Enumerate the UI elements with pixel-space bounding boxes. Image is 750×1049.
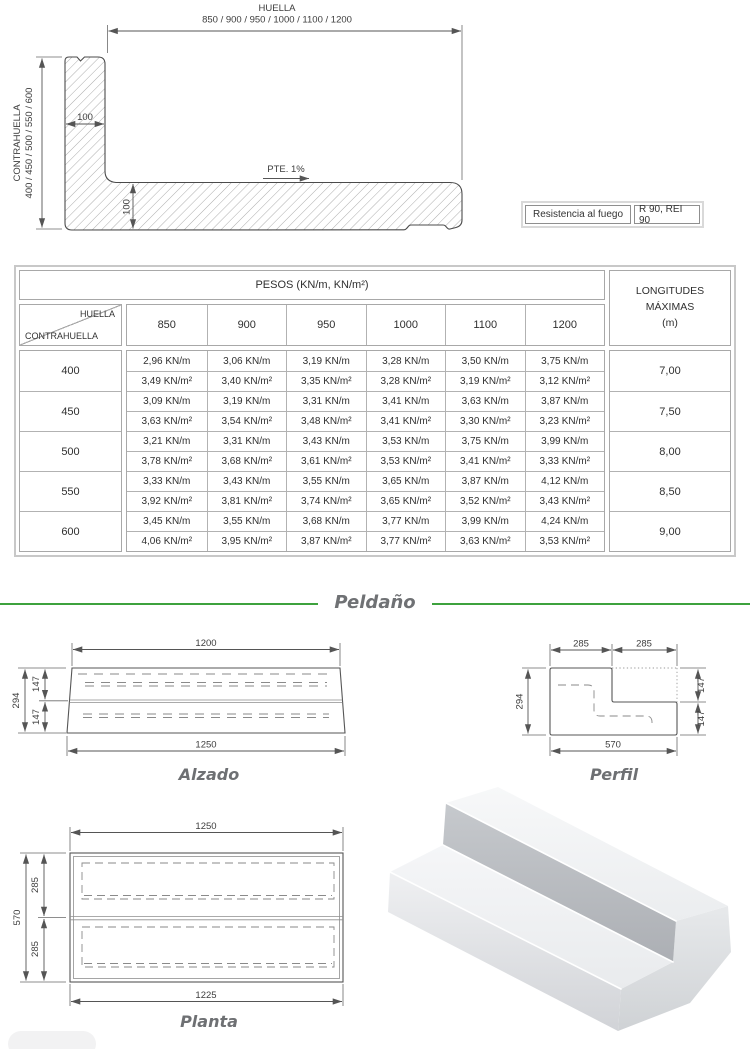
perfil-dim-147-top-text: 147 [696, 677, 707, 693]
weights-table-title: PESOS (KN/m, KN/m²) [19, 270, 605, 300]
weight-cell: 3,75 KN/m [525, 351, 605, 371]
weight-cell: 3,19 KN/m [207, 391, 287, 411]
huella-column-headers [126, 304, 605, 346]
perfil-dim-285-left-text: 285 [573, 638, 589, 650]
weight-cell: 3,19 KN/m² [445, 371, 525, 391]
weight-cell: 3,63 KN/m² [127, 411, 207, 431]
weight-cell: 3,41 KN/m² [445, 451, 525, 471]
contrahuella-value: 400 [61, 365, 80, 377]
riser-width-dim-text: 100 [77, 112, 93, 123]
weight-cell: 4,06 KN/m² [127, 531, 207, 551]
weight-cell: 3,87 KN/m [525, 391, 605, 411]
longitud-maxima-value: 9,00 [610, 511, 730, 551]
weight-cell: 3,68 KN/m [286, 511, 366, 531]
longitudes-header [609, 270, 731, 346]
longitud-maxima-value: 8,00 [610, 431, 730, 471]
weight-cell: 3,28 KN/m² [366, 371, 446, 391]
weight-cell: 3,75 KN/m [445, 431, 525, 451]
weight-cell: 3,33 KN/m [127, 471, 207, 491]
planta-dim-570-text: 570 [12, 909, 23, 926]
weight-cell: 3,55 KN/m [286, 471, 366, 491]
weight-cell: 3,41 KN/m² [366, 411, 446, 431]
longitudes-body-column [609, 350, 731, 552]
longitud-maxima-value: 8,50 [610, 471, 730, 511]
weight-cell: 3,21 KN/m [127, 431, 207, 451]
alzado-dim-147-bottom-text: 147 [31, 709, 42, 725]
weight-cell: 4,12 KN/m [525, 471, 605, 491]
weight-cell: 3,68 KN/m² [207, 451, 287, 471]
weight-cell: 3,31 KN/m [207, 431, 287, 451]
planta-dim-285-top-text: 285 [30, 877, 41, 893]
contrahuella-value: 500 [20, 431, 121, 471]
planta-hidden-bottom [82, 927, 334, 967]
weight-cell: 3,43 KN/m [207, 471, 287, 491]
weight-cell: 3,35 KN/m² [286, 371, 366, 391]
longitud-maxima-value: 7,50 [610, 391, 730, 431]
step-3d-render [375, 770, 750, 1049]
longitudes-header-line2: MÁXIMAS [645, 301, 695, 314]
perfil-hidden-contour [558, 685, 652, 728]
weight-cell: 3,50 KN/m [445, 351, 525, 371]
weight-cell: 3,99 KN/m [445, 511, 525, 531]
weight-cell: 3,31 KN/m [286, 391, 366, 411]
weight-cell: 3,53 KN/m [366, 431, 446, 451]
weight-cell: 3,65 KN/m² [366, 491, 446, 511]
section-title: Peldaño [334, 592, 416, 613]
contrahuella-values: 400 / 450 / 500 / 550 / 600 [24, 87, 35, 199]
alzado-dim-bottom-text: 1250 [195, 739, 217, 751]
alzado-drawing [10, 630, 380, 795]
weights-body-grid [126, 350, 605, 552]
weight-cell: 3,33 KN/m² [525, 451, 605, 471]
huella-values: 850 / 900 / 950 / 1000 / 1100 / 1200 [202, 14, 352, 26]
planta-dim-285-bottom-text: 285 [30, 941, 41, 957]
planta-outline [70, 853, 343, 982]
planta-hidden-top [82, 863, 334, 899]
perfil-projection-lines [612, 668, 677, 702]
corner-cell [19, 304, 122, 346]
weight-cell: 3,28 KN/m [366, 351, 446, 371]
alzado-label: Alzado [178, 765, 240, 784]
weight-cell: 3,63 KN/m² [445, 531, 525, 551]
longitudes-header-line1: LONGITUDES [635, 285, 705, 298]
weight-cell: 2,96 KN/m [143, 355, 191, 367]
longitud-maxima-value: 7,00 [659, 365, 681, 377]
weight-cell: 3,77 KN/m² [366, 531, 446, 551]
weight-cell: 3,55 KN/m [207, 511, 287, 531]
weight-cell: 3,61 KN/m² [286, 451, 366, 471]
slope-label: PTE. 1% [267, 164, 305, 175]
weight-cell: 3,53 KN/m² [525, 531, 605, 551]
weight-cell: 3,52 KN/m² [445, 491, 525, 511]
weight-cell: 3,41 KN/m [366, 391, 446, 411]
perfil-dim-285-right-text: 285 [636, 638, 652, 650]
weight-cell: 3,23 KN/m² [525, 411, 605, 431]
section-divider [0, 593, 750, 614]
weight-cell: 3,49 KN/m² [127, 371, 207, 391]
weight-cell: 3,43 KN/m [286, 431, 366, 451]
weight-cell: 3,09 KN/m [127, 391, 207, 411]
planta-label: Planta [180, 1012, 238, 1031]
weight-cell: 3,77 KN/m [366, 511, 446, 531]
contrahuella-value: 450 [20, 391, 121, 431]
alzado-hidden-edges [78, 674, 334, 718]
cross-section-drawing [0, 0, 510, 250]
weight-cell: 3,43 KN/m² [525, 491, 605, 511]
divider-line-left [0, 603, 318, 605]
planta-dim-top-text: 1250 [195, 821, 217, 832]
huella-label: HUELLA [258, 3, 296, 14]
alzado-dim-294-text: 294 [11, 692, 22, 709]
weight-cell: 3,95 KN/m² [207, 531, 287, 551]
weight-cell: 3,06 KN/m [207, 351, 287, 371]
tread-thickness-dim-text: 100 [121, 199, 133, 215]
planta-drawing [10, 815, 380, 1043]
weight-cell: 3,53 KN/m² [366, 451, 446, 471]
fire-resistance-label: Resistencia al fuego [525, 205, 631, 224]
corner-huella-label: HUELLA [79, 309, 115, 319]
weight-cell: 3,65 KN/m [366, 471, 446, 491]
weight-cell: 3,74 KN/m² [286, 491, 366, 511]
fire-resistance-box [521, 201, 704, 228]
weight-cell: 3,63 KN/m [445, 391, 525, 411]
weight-cell: 3,92 KN/m² [127, 491, 207, 511]
huella-column-header: 850 [157, 319, 176, 331]
huella-column-header: 900 [207, 305, 287, 345]
huella-column-header: 1200 [525, 305, 605, 345]
perfil-label: Perfil [589, 765, 639, 784]
perfil-dim-294-text: 294 [514, 693, 526, 710]
weight-cell: 3,40 KN/m² [207, 371, 287, 391]
contrahuella-value: 550 [20, 471, 121, 511]
weights-table [14, 265, 736, 557]
weight-cell: 3,54 KN/m² [207, 411, 287, 431]
longitudes-header-line3: (m) [662, 316, 678, 329]
extension-lines [18, 643, 345, 756]
weight-cell: 3,30 KN/m² [445, 411, 525, 431]
planta-mid-joint [70, 917, 343, 920]
weight-cell: 3,87 KN/m² [286, 531, 366, 551]
weight-cell: 3,48 KN/m² [286, 411, 366, 431]
weight-cell: 3,12 KN/m² [525, 371, 605, 391]
weight-cell: 4,24 KN/m [525, 511, 605, 531]
alzado-dim-top-text: 1200 [195, 638, 217, 649]
perfil-outline [550, 668, 677, 735]
contrahuella-body-column [19, 350, 122, 552]
watermark [8, 1031, 96, 1049]
weight-cell: 3,45 KN/m [127, 511, 207, 531]
contrahuella-label: CONTRAHUELLA [12, 104, 23, 182]
weight-cell: 3,87 KN/m [445, 471, 525, 491]
alzado-step-edge [70, 700, 343, 703]
weight-cell: 3,78 KN/m² [127, 451, 207, 471]
huella-column-header: 1000 [366, 305, 446, 345]
weight-cell: 3,81 KN/m² [207, 491, 287, 511]
weight-cell: 3,99 KN/m [525, 431, 605, 451]
fire-resistance-value: R 90, REI 90 [634, 205, 700, 224]
planta-dim-bottom-text: 1225 [195, 990, 217, 1001]
huella-column-header: 1100 [445, 305, 525, 345]
corner-contrahuella-label: CONTRAHUELLA [25, 331, 99, 341]
divider-line-right [432, 603, 750, 605]
huella-column-header: 950 [286, 305, 366, 345]
weight-cell: 3,19 KN/m [286, 351, 366, 371]
perfil-dim-147-bottom-text: 147 [696, 710, 707, 727]
alzado-outline [67, 668, 345, 733]
planta-inner-edge [74, 857, 340, 979]
contrahuella-value: 600 [20, 511, 121, 551]
alzado-dim-147-top-text: 147 [31, 676, 42, 692]
perfil-dim-570-text: 570 [605, 739, 621, 751]
